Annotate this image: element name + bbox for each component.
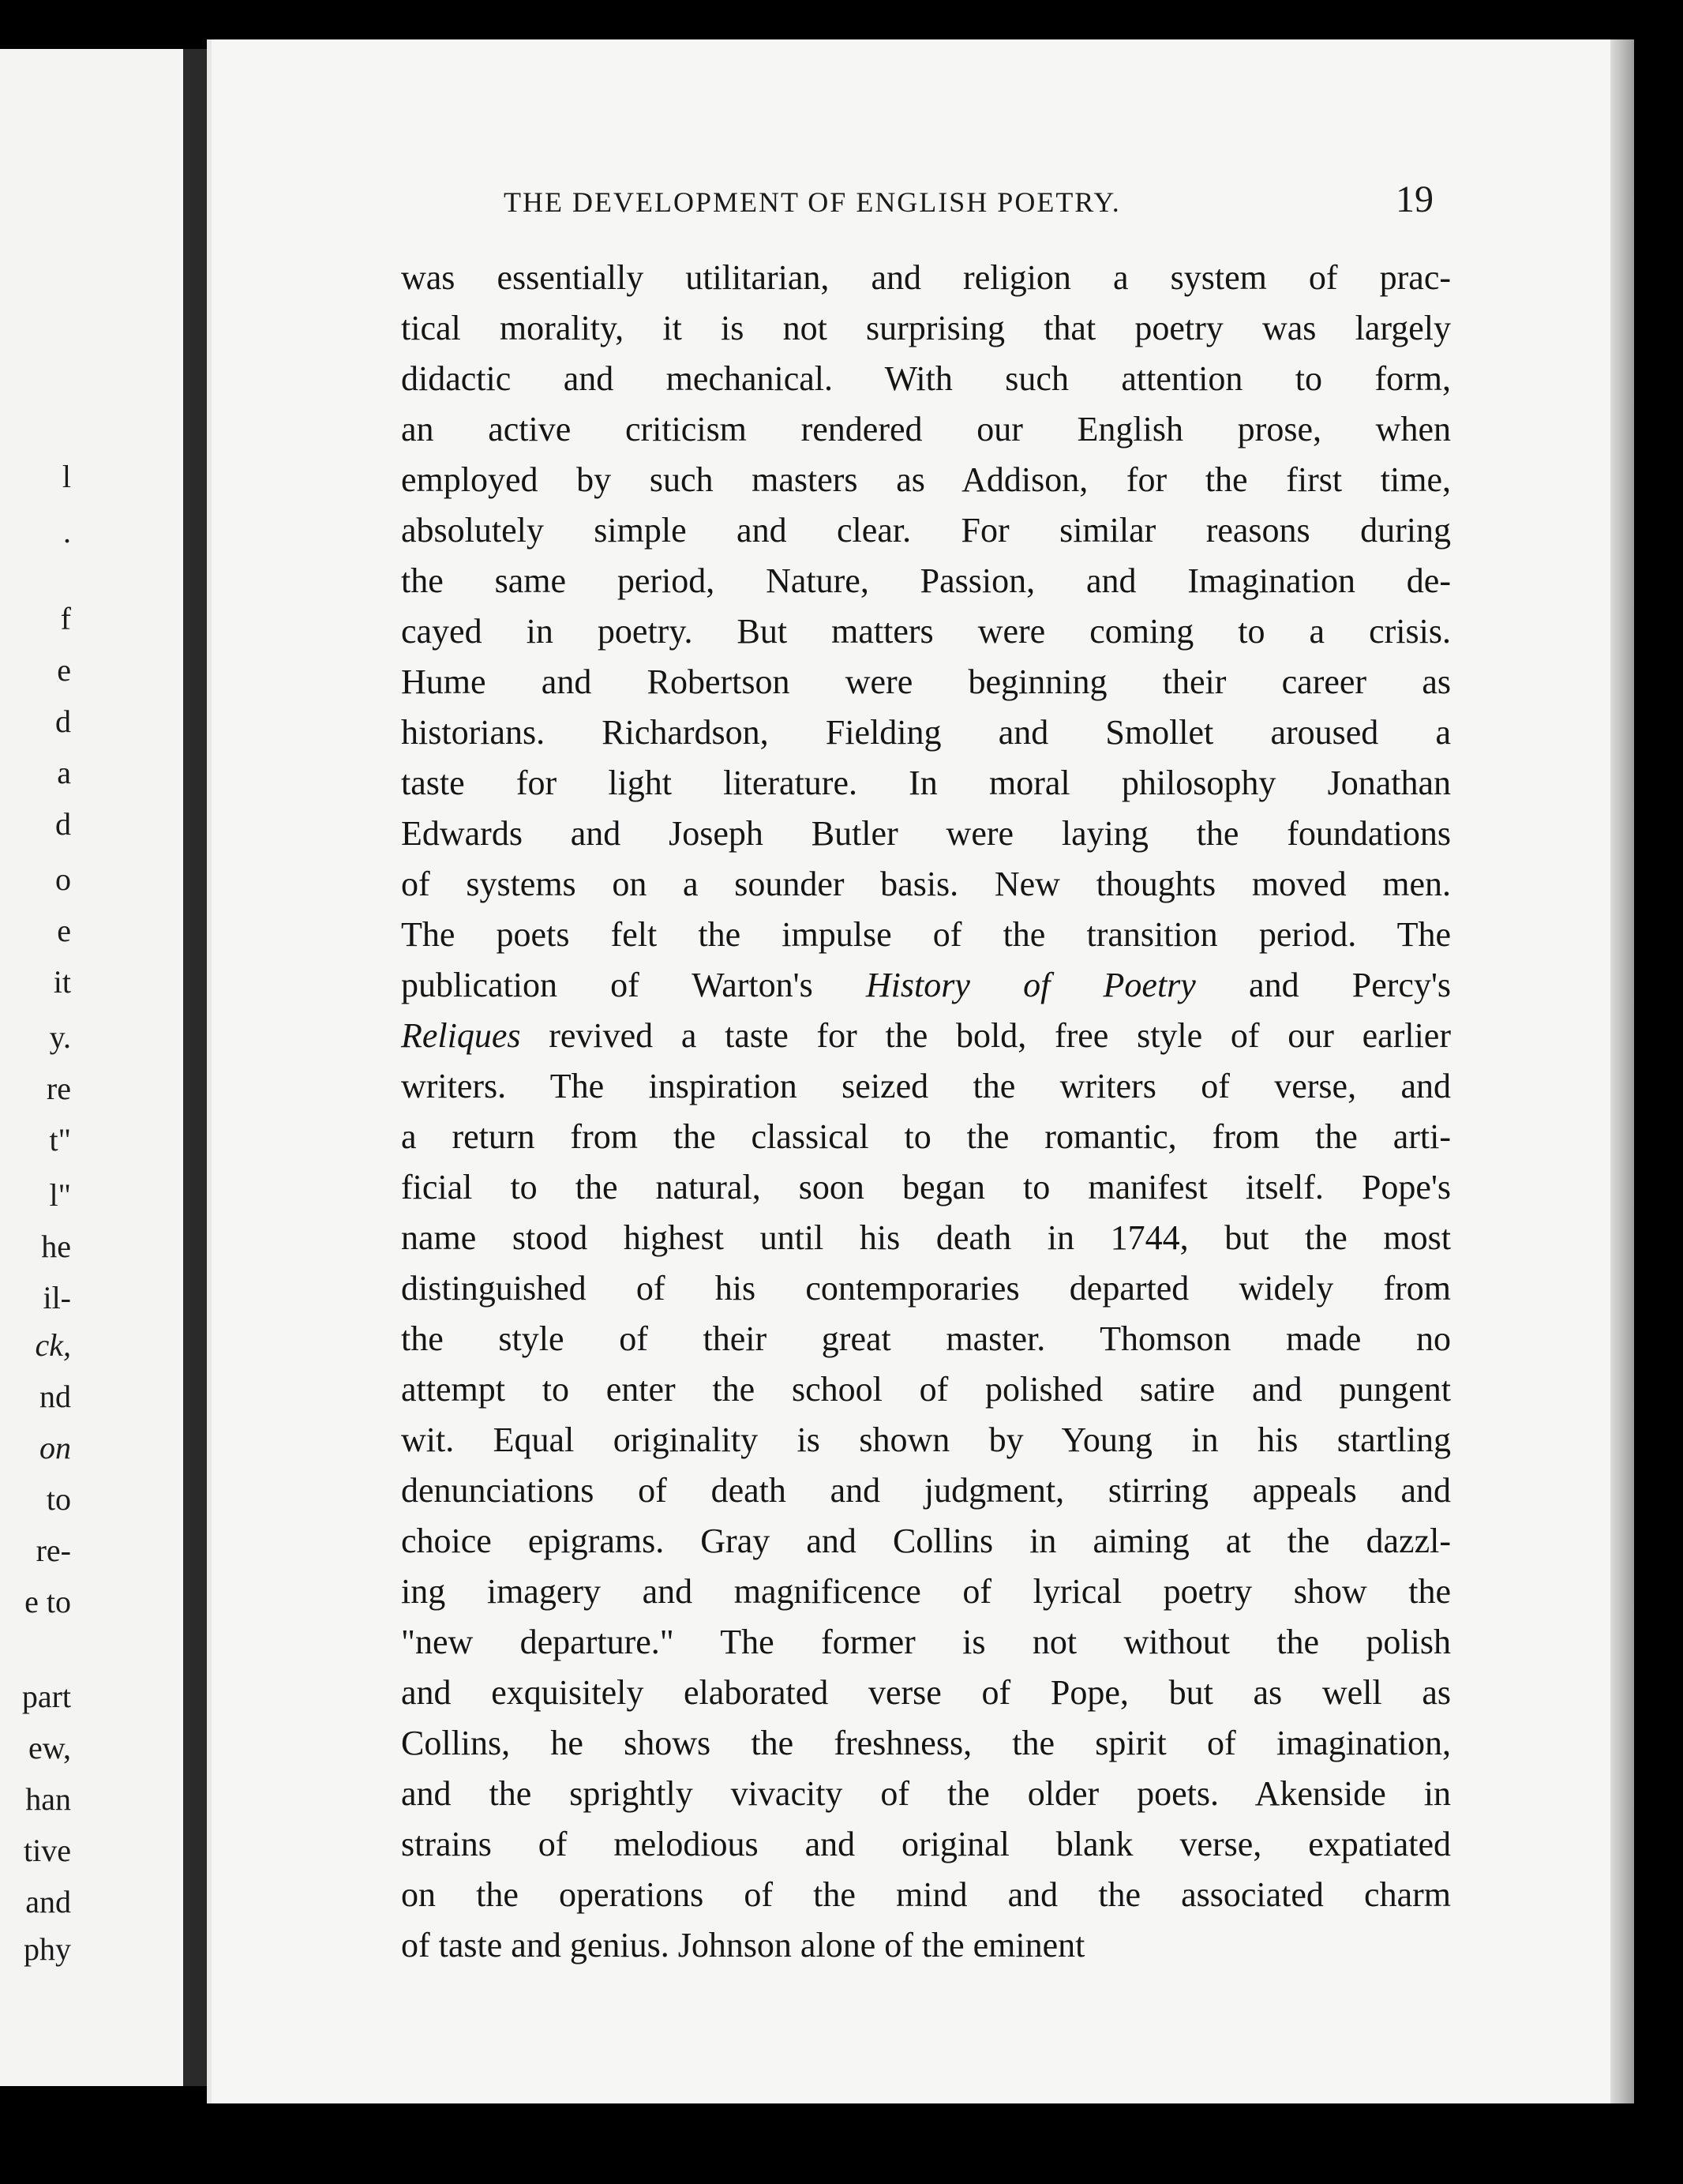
text-line-segment: of systems on a sounder basis. New thoughts moved men.: [401, 865, 1451, 903]
left-page-fragment: l": [49, 1177, 71, 1213]
text-line: [401, 707, 1451, 758]
text-line-segment: revived a taste for the bold, free style of our earlier: [520, 1016, 1451, 1055]
left-page-fragment: part: [21, 1679, 71, 1714]
left-page-fragment: re-: [36, 1533, 71, 1568]
left-page-fragment: d: [55, 806, 71, 842]
running-title: THE DEVELOPMENT OF ENGLISH POETRY.: [504, 186, 1121, 218]
left-page-fragment: f: [60, 601, 71, 636]
text-line: [401, 1011, 1451, 1061]
text-line-segment: absolutely simple and clear. For similar reasons during: [401, 511, 1451, 550]
text-line: [401, 1668, 1451, 1718]
text-line-segment: and the sprightly vivacity of the older poets. Akenside in: [401, 1774, 1451, 1813]
text-line: [401, 1364, 1451, 1415]
text-line: [401, 1516, 1451, 1567]
text-line: [401, 1112, 1451, 1162]
text-line: [401, 253, 1451, 303]
left-page-fragment: il-: [43, 1280, 71, 1315]
text-line: [401, 606, 1451, 657]
left-page-fragment: re: [46, 1071, 71, 1106]
text-line: [401, 354, 1451, 404]
text-line: [401, 1567, 1451, 1617]
left-page-fragment: .: [63, 514, 71, 550]
text-line: [401, 1819, 1451, 1870]
left-page-fragment: t": [49, 1122, 71, 1158]
text-line-segment: writers. The inspiration seized the writers of verse, and: [401, 1067, 1451, 1105]
text-line-segment: attempt to enter the school of polished satire and pungent: [401, 1370, 1451, 1409]
left-page-fragment: to: [46, 1481, 71, 1517]
left-page-fragment: tive: [24, 1833, 71, 1868]
text-line: [401, 505, 1451, 556]
left-page-fragment: a: [57, 755, 71, 790]
text-line-segment: publication of Warton's: [401, 966, 866, 1004]
body-text: [401, 253, 1451, 1971]
left-page-fragment: on: [39, 1430, 71, 1465]
left-page-fragment: y.: [49, 1019, 71, 1055]
text-line: [401, 1263, 1451, 1314]
text-line-segment: didactic and mechanical. With such attention to form,: [401, 359, 1451, 398]
left-page-fragment: he: [41, 1229, 71, 1264]
left-page-fragment: o: [55, 861, 71, 897]
text-line-segment: "new departure." The former is not without the polish: [401, 1623, 1451, 1661]
text-line-segment: was essentially utilitarian, and religion a system of prac-: [401, 258, 1451, 297]
page-edge: [1610, 39, 1634, 2103]
italic-title: Reliques: [401, 1016, 521, 1055]
left-page-fragment: phy: [24, 1931, 71, 1967]
text-line-segment: wit. Equal originality is shown by Young in his startling: [401, 1420, 1451, 1459]
text-line-segment: employed by such masters as Addison, for the first time,: [401, 460, 1451, 499]
text-line: [401, 1314, 1451, 1364]
text-line-segment: tical morality, it is not surprising that poetry was largely: [401, 309, 1451, 347]
text-line-segment: denunciations of death and judgment, stirring appeals and: [401, 1471, 1451, 1510]
text-line-segment: ing imagery and magnificence of lyrical poetry show the: [401, 1572, 1451, 1611]
text-line-segment: the style of their great master. Thomson made no: [401, 1319, 1451, 1358]
text-line: [401, 303, 1451, 354]
text-line: [401, 1769, 1451, 1819]
text-line-segment: Edwards and Joseph Butler were laying the foundations: [401, 814, 1451, 853]
left-page-fragment: e to: [24, 1584, 71, 1619]
text-line: [401, 809, 1451, 859]
page-number: 19: [1396, 178, 1434, 220]
text-line-segment: The poets felt the impulse of the transition period. The: [401, 915, 1451, 954]
text-line: [401, 1162, 1451, 1213]
left-page-fragment: and: [25, 1884, 71, 1919]
left-page-fragment: e: [57, 652, 71, 688]
left-page: [0, 49, 183, 2086]
text-line-segment: the same period, Nature, Passion, and Imagination de-: [401, 561, 1451, 600]
text-line: [401, 910, 1451, 960]
text-line: [401, 1617, 1451, 1668]
text-line-segment: historians. Richardson, Fielding and Smollet aroused a: [401, 713, 1451, 752]
text-line: [401, 1718, 1451, 1769]
text-line-segment: distinguished of his contemporaries departed widely from: [401, 1269, 1451, 1308]
text-line-segment: on the operations of the mind and the associated charm: [401, 1875, 1451, 1914]
text-line: [401, 960, 1451, 1011]
text-line-segment: cayed in poetry. But matters were coming to a crisis.: [401, 612, 1451, 651]
left-page-fragment: han: [25, 1781, 71, 1817]
text-line: [401, 859, 1451, 910]
text-line: [401, 1213, 1451, 1263]
text-line: [401, 657, 1451, 707]
text-line-segment: name stood highest until his death in 1744, but the most: [401, 1218, 1451, 1257]
text-line-segment: ficial to the natural, soon began to manifest itself. Pope's: [401, 1168, 1451, 1206]
left-page-fragment: ew,: [28, 1730, 71, 1766]
left-page-fragment: nd: [39, 1379, 71, 1414]
book-gutter: [183, 49, 207, 2086]
text-line-segment: Hume and Robertson were beginning their career as: [401, 662, 1451, 701]
left-page-fragment: d: [55, 704, 71, 739]
text-line: [401, 556, 1451, 606]
text-line-segment: of taste and genius. Johnson alone of the eminent: [401, 1926, 1085, 1964]
text-line-segment: strains of melodious and original blank verse, expatiated: [401, 1825, 1451, 1863]
text-line: [401, 1465, 1451, 1516]
italic-title: History of Poetry: [865, 966, 1196, 1004]
text-line-segment: and Percy's: [1195, 966, 1452, 1004]
text-line: [401, 1870, 1451, 1920]
text-line: [401, 455, 1451, 505]
text-line: [401, 758, 1451, 809]
text-line: [401, 1920, 1451, 1971]
text-line-segment: choice epigrams. Gray and Collins in aiming at the dazzl-: [401, 1522, 1451, 1560]
text-line-segment: an active criticism rendered our English prose, when: [401, 410, 1451, 448]
text-line-segment: Collins, he shows the freshness, the spirit of imagination,: [401, 1724, 1451, 1762]
left-page-fragment: e: [57, 913, 71, 948]
text-line-segment: and exquisitely elaborated verse of Pope, but as well as: [401, 1673, 1451, 1712]
text-line: [401, 1415, 1451, 1465]
left-page-fragment: ck,: [35, 1327, 71, 1363]
text-line-segment: taste for light literature. In moral philosophy Jonathan: [401, 764, 1451, 802]
left-page-fragment: it: [53, 964, 71, 1000]
left-page-fragment: l: [62, 459, 71, 494]
text-line: [401, 404, 1451, 455]
text-line: [401, 1061, 1451, 1112]
text-line-segment: a return from the classical to the romantic, from the arti-: [401, 1117, 1451, 1156]
right-page: [207, 39, 1634, 2103]
